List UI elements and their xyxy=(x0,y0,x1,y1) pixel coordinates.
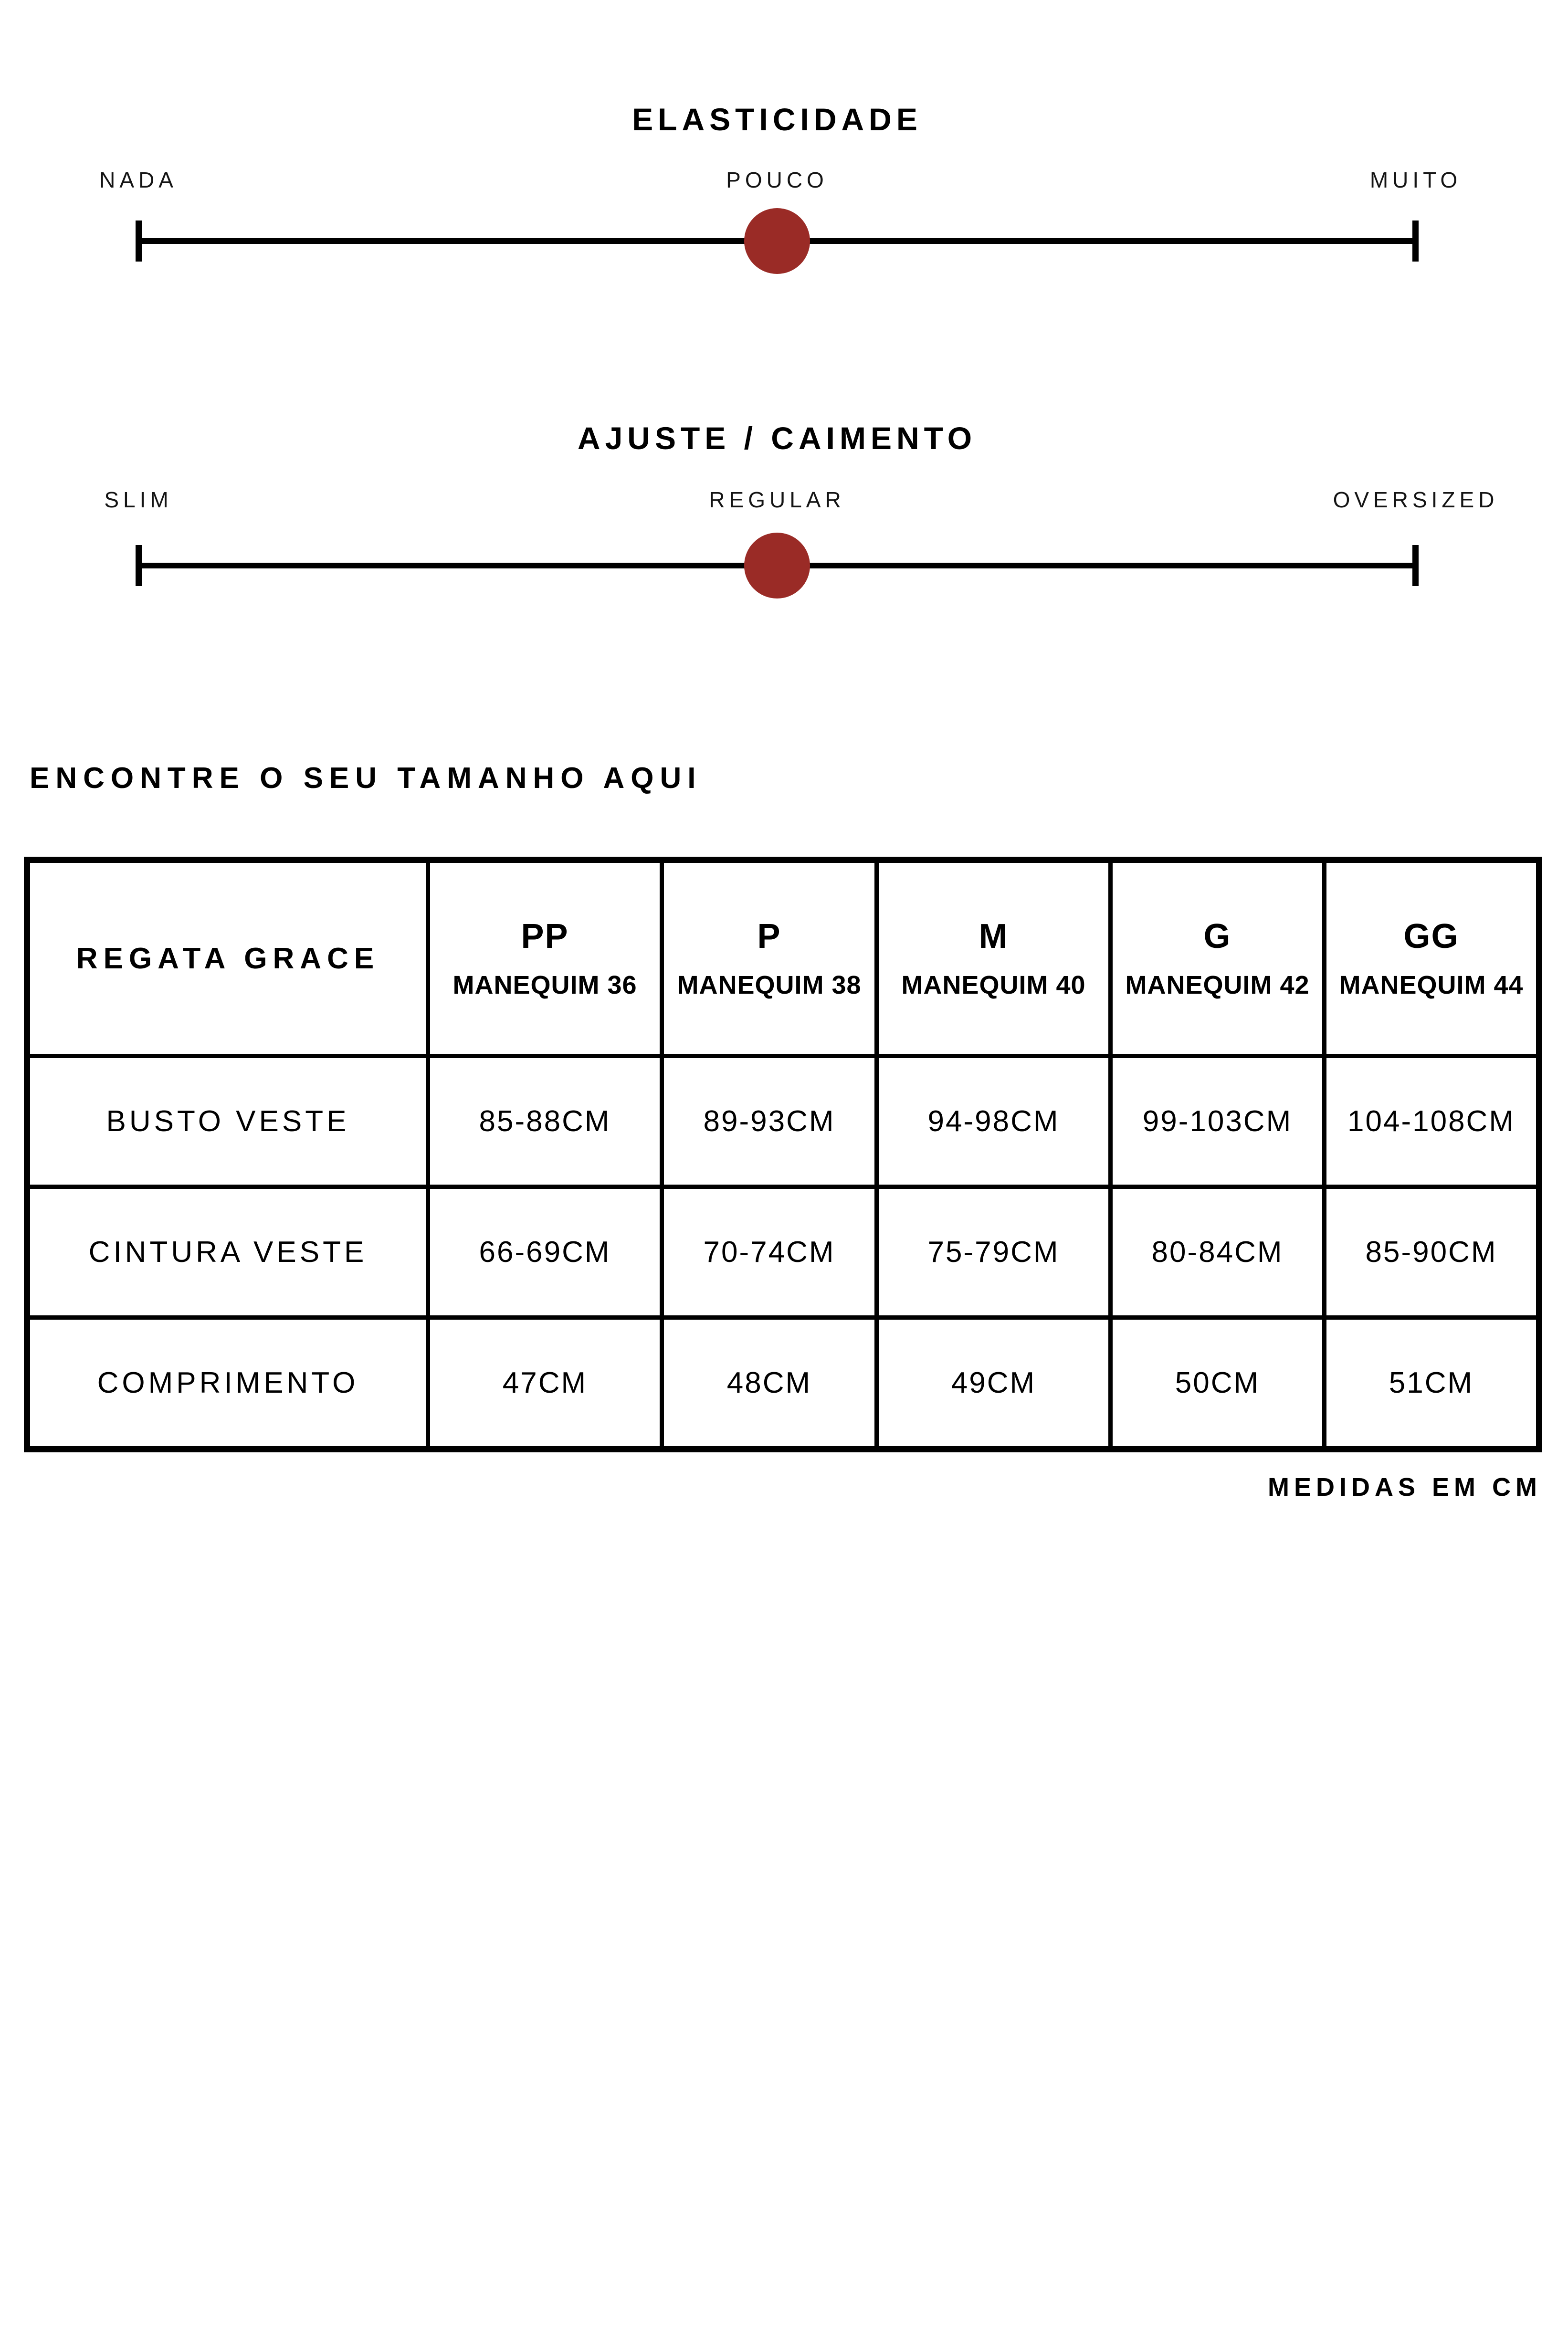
measurement-row-label: BUSTO VESTE xyxy=(27,1056,428,1187)
elasticity-track xyxy=(138,238,1416,244)
manequim-label: MANEQUIM 42 xyxy=(1125,971,1310,999)
measurement-row-label: CINTURA VESTE xyxy=(27,1187,428,1318)
table-row-comprimento xyxy=(27,1318,1539,1449)
measurement-value: 66-69CM xyxy=(428,1187,662,1318)
measurement-value: 80-84CM xyxy=(1111,1187,1325,1318)
size-label: G xyxy=(1203,917,1231,956)
elasticity-scale-labels xyxy=(99,167,1462,196)
manequim-label: MANEQUIM 40 xyxy=(901,971,1086,999)
fit-track xyxy=(138,563,1416,568)
size-column-header-gg xyxy=(1325,860,1539,1056)
measurement-value: 85-88CM xyxy=(428,1056,662,1187)
units-note: MEDIDAS EM CM xyxy=(1268,1473,1542,1502)
fit-indicator-dot xyxy=(744,533,810,598)
table-header-row xyxy=(27,860,1539,1056)
track-start-cap xyxy=(136,220,142,262)
measurement-value: 50CM xyxy=(1111,1318,1325,1449)
elasticity-label-nada: NADA xyxy=(99,168,178,192)
manequim-label: MANEQUIM 36 xyxy=(453,971,637,999)
table-row-busto xyxy=(27,1056,1539,1187)
fit-title: AJUSTE / CAIMENTO xyxy=(577,420,977,456)
track-end-cap xyxy=(1412,545,1419,586)
measurement-value: 47CM xyxy=(428,1318,662,1449)
size-label: GG xyxy=(1403,917,1459,956)
size-label: M xyxy=(979,917,1009,956)
manequim-label: MANEQUIM 38 xyxy=(677,971,862,999)
measurement-value: 94-98CM xyxy=(877,1056,1111,1187)
elasticity-label-pouco: POUCO xyxy=(726,168,828,192)
size-label: PP xyxy=(521,917,569,956)
elasticity-label-muito: MUITO xyxy=(1369,168,1462,192)
elasticity-indicator-dot xyxy=(744,208,810,274)
manequim-label: MANEQUIM 44 xyxy=(1339,971,1524,999)
measurement-value: 104-108CM xyxy=(1325,1056,1539,1187)
measurement-value: 48CM xyxy=(662,1318,877,1449)
measurement-value: 51CM xyxy=(1325,1318,1539,1449)
fit-scale-labels xyxy=(104,487,1499,515)
measurement-value: 75-79CM xyxy=(877,1187,1111,1318)
track-end-cap xyxy=(1412,220,1419,262)
measurement-value: 49CM xyxy=(877,1318,1111,1449)
measurement-value: 89-93CM xyxy=(662,1056,877,1187)
fit-label-oversized: OVERSIZED xyxy=(1333,487,1499,512)
track-start-cap xyxy=(136,545,142,586)
size-column-header-pp xyxy=(428,860,662,1056)
find-your-size-heading: ENCONTRE O SEU TAMANHO AQUI xyxy=(30,762,702,795)
table-row-cintura xyxy=(27,1187,1539,1318)
size-label: P xyxy=(757,917,781,956)
size-column-header-g xyxy=(1111,860,1325,1056)
measurement-value: 70-74CM xyxy=(662,1187,877,1318)
measurement-row-label: COMPRIMENTO xyxy=(27,1318,428,1449)
product-name-cell: REGATA GRACE xyxy=(27,860,428,1056)
measurement-value: 85-90CM xyxy=(1325,1187,1539,1318)
measurement-value: 99-103CM xyxy=(1111,1056,1325,1187)
fit-label-slim: SLIM xyxy=(104,487,173,512)
fit-label-regular: REGULAR xyxy=(709,487,845,512)
size-column-header-p xyxy=(662,860,877,1056)
size-column-header-m xyxy=(877,860,1111,1056)
size-chart-table xyxy=(24,857,1542,1452)
elasticity-title: ELASTICIDADE xyxy=(632,102,922,137)
